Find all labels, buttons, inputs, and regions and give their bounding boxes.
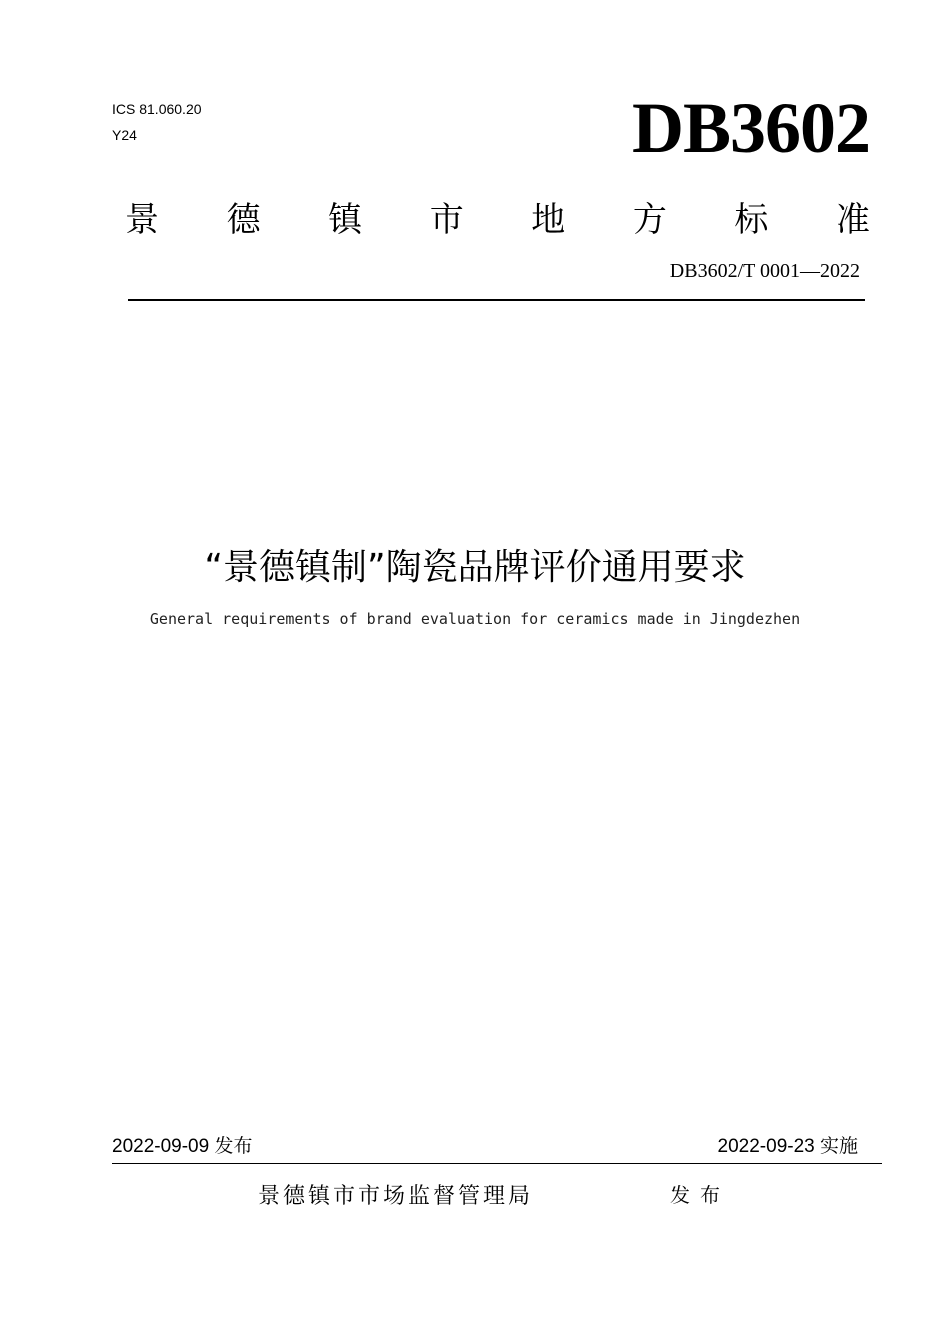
publish-label: 发布 xyxy=(670,1183,730,1207)
standard-type-heading xyxy=(125,198,870,242)
standard-number: DB3602/T 0001—2022 xyxy=(669,260,860,282)
implementation-date: 2022-09-23 实施 xyxy=(717,1136,858,1157)
issue-date: 2022-09-09 发布 xyxy=(112,1136,253,1157)
header-divider xyxy=(128,299,865,301)
ccs-code: Y24 xyxy=(112,127,137,143)
standard-type-char: 地 xyxy=(531,200,566,240)
standard-type-char: 方 xyxy=(632,200,667,240)
footer-divider xyxy=(112,1163,882,1164)
issuing-authority: 景德镇市市场监督管理局 xyxy=(258,1184,534,1209)
standard-type-char: 准 xyxy=(835,200,870,240)
document-title-cn: “景德镇制”陶瓷品牌评价通用要求 xyxy=(204,547,746,588)
standard-type-char: 镇 xyxy=(328,200,363,240)
document-title-en: General requirements of brand evaluation for ceramics made in Jingdezhen xyxy=(149,610,801,628)
standard-type-char: 标 xyxy=(734,200,769,240)
standard-type-char: 市 xyxy=(429,200,464,240)
standard-type-char: 德 xyxy=(226,200,261,240)
standard-code-large: DB3602 xyxy=(631,88,870,168)
standard-type-char: 景 xyxy=(125,200,159,240)
ics-code: ICS 81.060.20 xyxy=(112,101,202,117)
